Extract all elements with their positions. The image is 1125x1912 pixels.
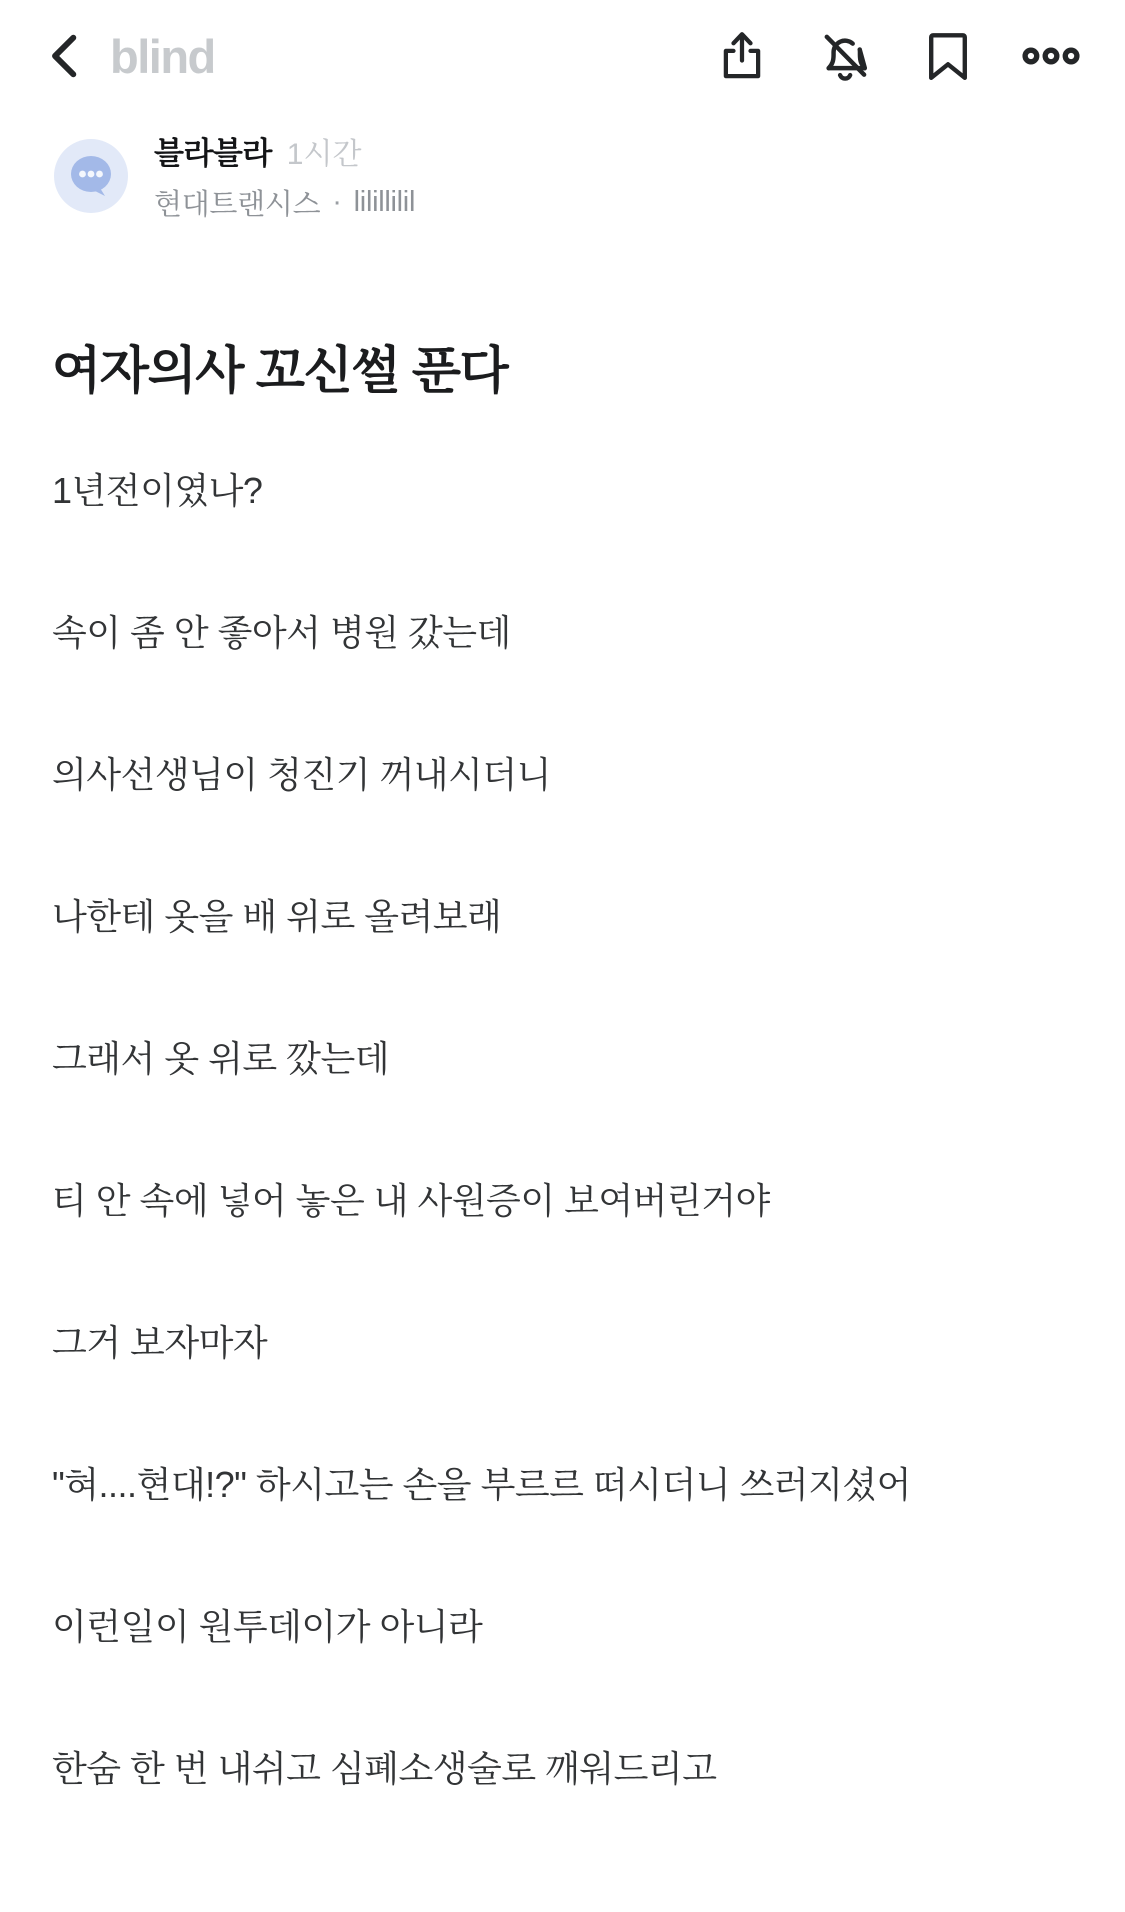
share-button[interactable]	[714, 28, 770, 84]
mute-post-button[interactable]	[817, 28, 873, 84]
blind-logo: blind	[110, 29, 215, 83]
bookmark-button[interactable]	[920, 28, 976, 84]
top-bar-actions	[714, 28, 1079, 84]
post-paragraph: 한숨 한 번 내쉬고 심폐소생술로 깨워드리고	[52, 1748, 717, 1789]
post-paragraph: 속이 좀 안 좋아서 병원 갔는데	[52, 612, 511, 653]
author-company: 현대트랜시스	[154, 189, 321, 221]
author-row[interactable]	[54, 128, 1073, 223]
more-options-button[interactable]	[1023, 28, 1079, 84]
author-info	[154, 128, 415, 223]
post-time: 1시간	[286, 138, 362, 171]
back-chevron-icon	[44, 30, 88, 82]
share-icon	[715, 28, 769, 84]
avatar[interactable]	[54, 139, 128, 213]
speech-bubble-icon	[54, 200, 128, 217]
post-paragraph: 의사선생님이 청진기 꺼내시더니	[52, 754, 551, 795]
back-button[interactable]	[44, 28, 96, 84]
post-paragraph: 1년전이였나?	[52, 470, 263, 511]
more-options-icon	[1022, 28, 1080, 84]
author-line-1	[154, 128, 415, 173]
post-paragraph: 이런일이 원투데이가 아니라	[52, 1606, 483, 1647]
post-paragraph: 그거 보자마자	[52, 1322, 268, 1363]
post-paragraph: "혀....현대!?" 하시고는 손을 부르르 떠시더니 쓰러지셨어	[52, 1464, 911, 1505]
author-name: 블라블라	[154, 136, 272, 171]
post-title: 여자의사 꼬신썰 푼다	[52, 342, 508, 399]
author-line-2	[154, 182, 415, 223]
bookmark-icon	[925, 28, 971, 84]
post-content	[52, 455, 1073, 1805]
meta-separator: ·	[332, 186, 342, 218]
top-bar	[0, 0, 1125, 112]
post-paragraph: 그래서 옷 위로 깠는데	[52, 1038, 389, 1079]
author-nickname: lilillilil	[353, 186, 416, 218]
post-paragraph: 티 안 속에 넣어 놓은 내 사원증이 보여버린거야	[52, 1180, 770, 1221]
post-paragraph: 나한테 옷을 배 위로 올려보래	[52, 896, 502, 937]
notifications-off-icon	[817, 28, 873, 84]
